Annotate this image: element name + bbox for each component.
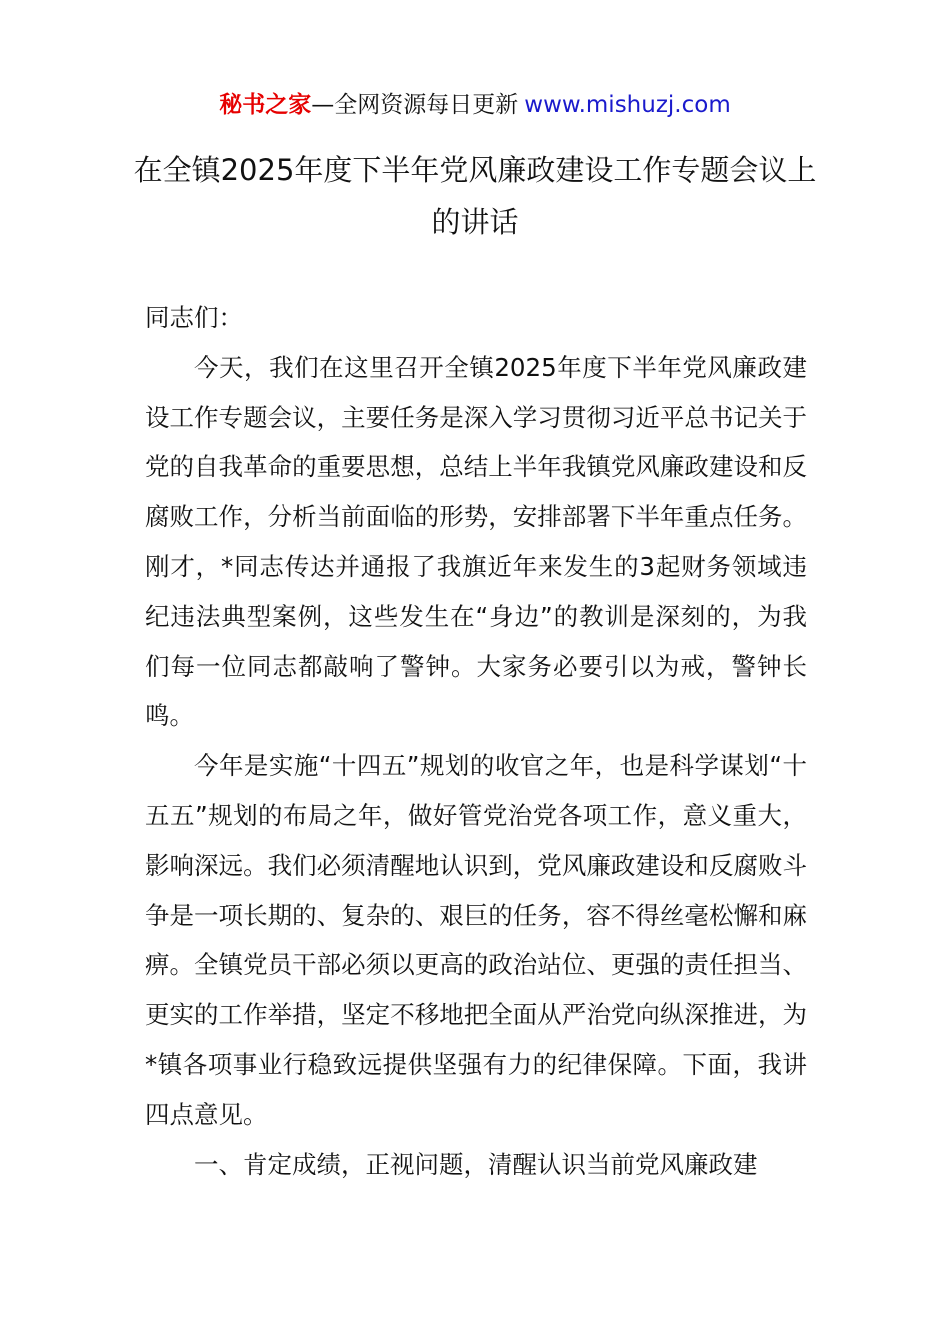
site-name: 秘书之家 — [219, 92, 312, 118]
paragraph-context: 今年是实施“十四五”规划的收官之年，也是科学谋划“十五五”规划的布局之年，做好管党治党各项工作，意义重大，影响深远。我们必须清醒地认识到，党风廉政建设和反腐败斗争是一项长期的、复杂的、艰巨的任务，容不得丝毫松懈和麻痹。全镇党员干部必须以更高的政治站位、更强的责任担当、更实的工作举措，坚定不移地把全面从严治党向纵深推进，为*镇各项事业行稳致远提供坚强有力的纪律保障。下面，我讲四点意见。 — [145, 751, 807, 1129]
site-tagline: —全网资源每日更新 — [311, 92, 519, 118]
salutation: 同志们： — [145, 303, 243, 332]
paragraph-opening: 今天，我们在这里召开全镇2025年度下半年党风廉政建设工作专题会议，主要任务是深入学习贯彻习近平总书记关于党的自我革命的重要思想，总结上半年我镇党风廉政建设和反腐败工作，分析当前面临的形势，安排部署下半年重点任务。刚才，*同志传达并通报了我旗近年来发生的3起财务领域违纪违法典型案例，这些发生在“身边”的教训是深刻的，为我们每一位同志都敲响了警钟。大家务必要引以为戒，警钟长鸣。 — [145, 352, 807, 731]
site-header — [0, 88, 950, 122]
document-title: 在全镇2025年度下半年党风廉政建设工作专题会议上的讲话 — [133, 153, 817, 239]
section-heading: 一、肯定成绩，正视问题，清醒认识当前党风廉政建 — [194, 1149, 758, 1179]
document-body — [145, 293, 807, 1189]
site-url-link[interactable]: www.mishuzj.com — [524, 92, 731, 118]
